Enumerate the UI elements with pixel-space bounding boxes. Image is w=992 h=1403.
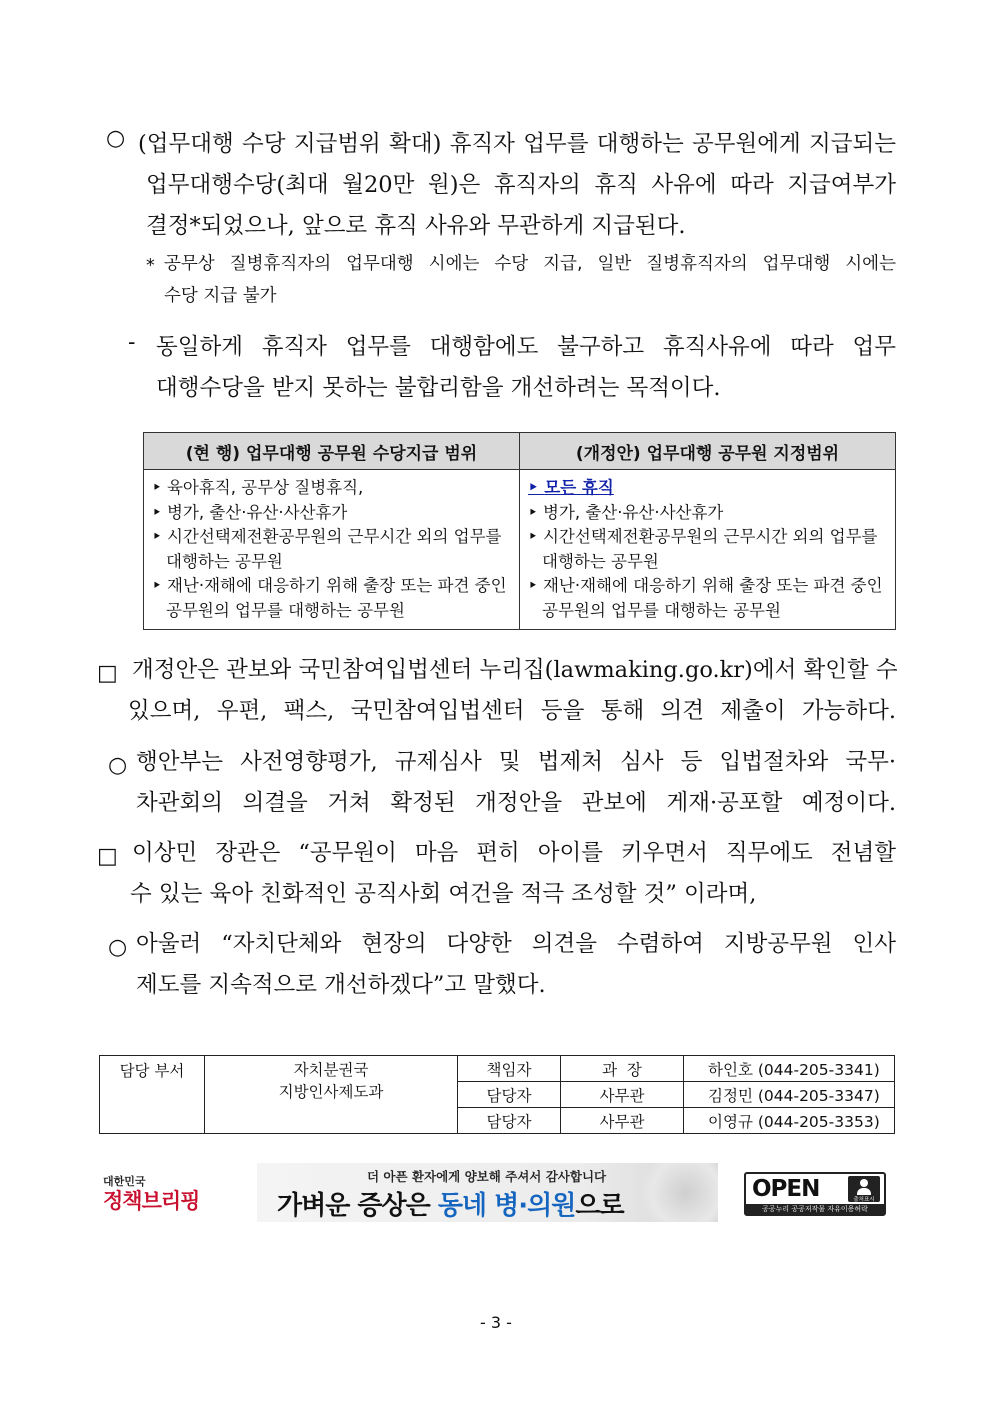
header-proposed: (개정안) 업무대행 공무원 지정범위	[520, 433, 896, 470]
role-cell: 담당자	[458, 1108, 561, 1134]
list-item: ‣ 병가, 출산·유산·사산휴가	[152, 501, 513, 526]
text-line: 대행수당을 받지 못하는 불합리함을 개선하려는 목적이다.	[156, 375, 721, 401]
header-current: (현 행) 업무대행 공무원 수당지급 범위	[144, 433, 520, 470]
paragraph-minister-quote	[132, 833, 896, 915]
role-cell: 담당자	[458, 1082, 561, 1108]
banner-main-text	[277, 1185, 624, 1222]
person-body-icon	[857, 1188, 871, 1195]
page-number: - 3 -	[480, 1313, 512, 1332]
dept-label: 담당 부서	[100, 1056, 205, 1134]
logo-small-text: 대한민국	[103, 1175, 146, 1188]
paragraph-purpose	[156, 327, 896, 409]
square-bullet: □	[97, 661, 118, 686]
text-line: (업무대행 수당 지급범위 확대) 휴직자 업무를 대행하는 공무원에게 지급되는	[138, 131, 896, 157]
list-item: ‣ 시간선택제전환공무원의 근무시간 외의 업무를 대행하는 공무원	[528, 525, 889, 574]
open-license-badge	[744, 1172, 886, 1216]
dept-line: 지방인사제도과	[278, 1083, 384, 1101]
position-cell: 사무관	[561, 1108, 684, 1134]
banner-main-a: 가벼운 증상은	[277, 1191, 438, 1221]
circle-bullet: ○	[106, 126, 126, 151]
open-text: OPEN	[752, 1176, 820, 1202]
dash-bullet: -	[128, 330, 136, 355]
list-item: ‣ 재난·재해에 대응하기 위해 출장 또는 파견 중인 공무원의 업무를 대행하는 공무원	[528, 574, 889, 623]
circle-bullet: ○	[108, 935, 128, 960]
text-line: 수당 지급 불가	[164, 286, 277, 306]
text-line: 이상민 장관은 “공무원이 마음 편히 아이를 키우면서 직무에도 전념할	[132, 840, 896, 866]
role-cell: 책임자	[458, 1056, 561, 1082]
text-line: 차관회의 의결을 거쳐 확정된 개정안을 관보에 게재·공포할 예정이다.	[136, 790, 896, 816]
paragraph-procedure	[136, 742, 896, 824]
position-cell: 사무관	[561, 1082, 684, 1108]
banner-top-text: 더 아픈 환자에게 양보해 주셔서 감사합니다	[367, 1169, 607, 1184]
banner-main-c: 으로	[575, 1191, 624, 1221]
text-line: 아울러 “자치단체와 현장의 다양한 의견을 수렴하여 지방공무원 인사	[136, 931, 896, 957]
text-line: 공무상 질병휴직자의 업무대행 시에는 수당 지급, 일반 질병휴직자의 업무대행 시에는	[164, 254, 896, 274]
text-line: 있으며, 우편, 팩스, 국민참여입법센터 등을 통해 의견 제출이 가능하다.	[128, 698, 896, 724]
paragraph-lawmaking	[128, 650, 898, 732]
position-cell: 과 장	[561, 1056, 684, 1082]
square-bullet: □	[97, 844, 118, 869]
banner-main-b: 동네 병·의원	[437, 1191, 576, 1221]
paragraph-closing	[136, 924, 896, 1006]
policy-briefing-logo	[103, 1173, 215, 1213]
list-item: ‣ 육아휴직, 공무상 질병휴직,	[152, 476, 513, 501]
text-line: 행안부는 사전영향평가, 규제심사 및 법제처 심사 등 입법절차와 국무·	[136, 749, 896, 775]
list-item: ‣ 시간선택제전환공무원의 근무시간 외의 업무를 대행하는 공무원	[152, 525, 513, 574]
attribution-icon	[848, 1176, 880, 1202]
proposed-scope-cell	[520, 470, 896, 630]
open-badge-label: 출처표시	[853, 1197, 875, 1203]
person-head-icon	[860, 1179, 868, 1187]
banner-image-decoration	[638, 1163, 718, 1222]
list-item: ‣ 재난·재해에 대응하기 위해 출장 또는 파견 중인 공무원의 업무를 대행하는 공무원	[152, 574, 513, 623]
list-item: ‣ 병가, 출산·유산·사산휴가	[528, 501, 889, 526]
text-line: 업무대행수당(최대 월20만 원)은 휴직자의 휴직 사유에 따라 지급여부가	[146, 172, 896, 198]
open-sub-text: 공공누리 공공저작물 자유이용허락	[746, 1204, 884, 1214]
logo-big-text: 정책브리핑	[103, 1189, 200, 1213]
asterisk-mark: *	[146, 256, 155, 276]
contact-table	[99, 1055, 895, 1134]
circle-bullet: ○	[108, 753, 128, 778]
current-scope-cell	[144, 470, 520, 630]
dept-line: 자치분권국	[293, 1061, 369, 1079]
clinic-banner	[257, 1163, 718, 1222]
text-line: 수 있는 육아 친화적인 공직사회 여건을 적극 조성할 것” 이라며,	[130, 881, 757, 907]
person-cell: 하인호 (044-205-3341)	[684, 1056, 895, 1082]
text-line: 동일하게 휴직자 업무를 대행함에도 불구하고 휴직사유에 따라 업무	[156, 334, 896, 360]
comparison-table	[143, 432, 896, 630]
text-line: 제도를 지속적으로 개선하겠다”고 말했다.	[136, 972, 546, 998]
text-line: 결정*되었으나, 앞으로 휴직 사유와 무관하게 지급된다.	[146, 213, 686, 239]
footnote	[164, 248, 896, 312]
dept-name	[205, 1056, 458, 1134]
person-cell: 김정민 (044-205-3347)	[684, 1082, 895, 1108]
paragraph-allowance-scope	[138, 124, 896, 247]
person-cell: 이영규 (044-205-3353)	[684, 1108, 895, 1134]
highlight-all-leave: ‣ 모든 휴직	[528, 476, 889, 501]
text-line: 개정안은 관보와 국민참여입법센터 누리집(lawmaking.go.kr)에서 확인할 수	[132, 657, 898, 683]
